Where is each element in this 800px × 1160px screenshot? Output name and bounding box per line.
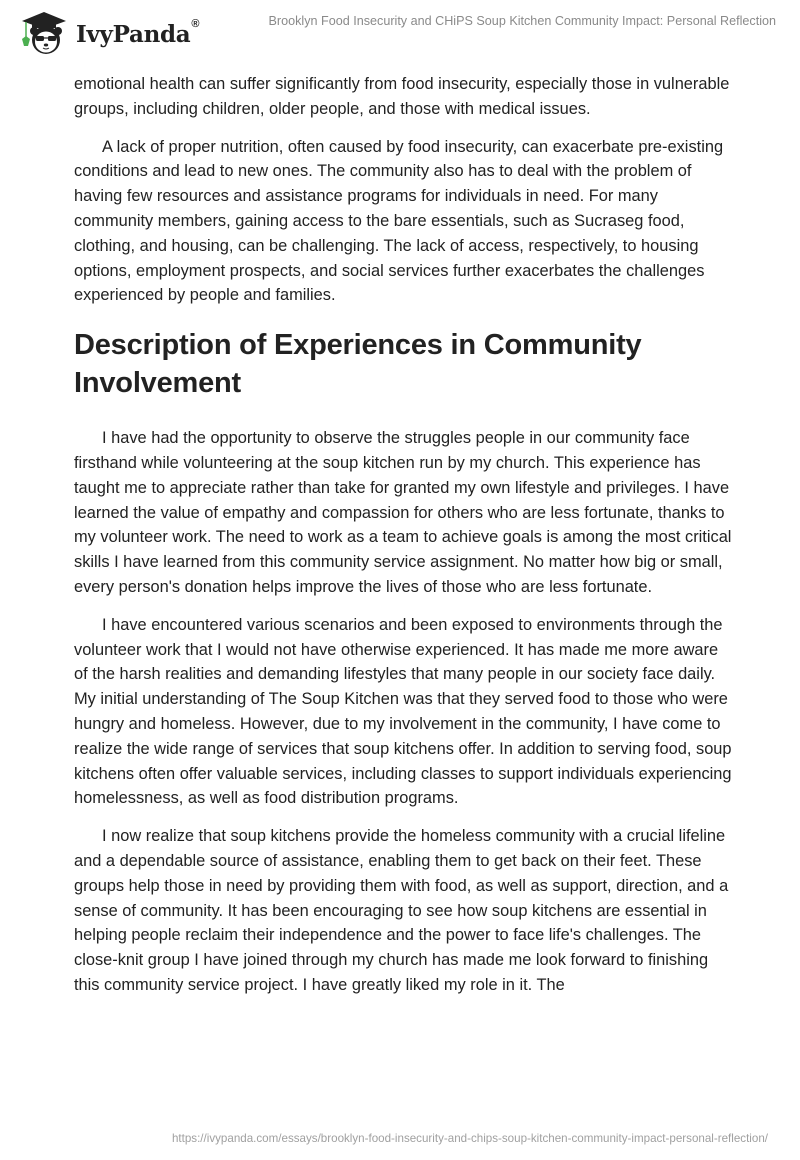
essay-body (74, 72, 734, 1011)
paragraph: emotional health can suffer significantly from food insecurity, especially those in vulnerable groups, including children, older people, and those with medical issues. (74, 75, 730, 118)
section-heading: Description of Experiences in Community Involvement (74, 329, 642, 400)
logo-wordmark: IvyPanda® (76, 17, 200, 48)
paragraph: I now realize that soup kitchens provide the homeless community with a crucial lifeline and a dependable source of assistance, enabling them to get back on their feet. These groups help those in need by providing them with food, as well as support, direction, and a sense of community. It has been encouraging to see how soup kitchens are essential in helping people reclaim their independence and the power to face life's challenges. The close-knit group I have joined through my church has made me look forward to finishing this community service project. I have greatly liked my role in it. The (74, 827, 729, 994)
paragraph: A lack of proper nutrition, often caused by food insecurity, can exacerbate pre-existing conditions and lead to new ones. The community also has to deal with the problem of having few resources and assistance programs for individuals in need. For many community members, gaining access to the bare essentials, such as Sucraseg food, clothing, and housing, can be challenging. The lack of access, respectively, to housing options, employment prospects, and social services further exacerbates the challenges experienced by people and families. (74, 137, 724, 305)
paragraph: I have had the opportunity to observe the struggles people in our community face firsthand while volunteering at the soup kitchen run by my church. This experience has taught me to appreciate rather than take for granted my own lifestyle and privileges. I have learned the value of empathy and compassion for others who are less fortunate, thanks to my volunteer work. The need to work as a team to achieve goals is among the most critical skills I have learned from this community service assignment. No matter how big or small, every person's donation helps improve the lives of those who are less fortunate. (74, 429, 732, 596)
source-url[interactable]: https://ivypanda.com/essays/brooklyn-food-insecurity-and-chips-soup-kitchen-community-impact-personal-reflection/ (171, 1132, 768, 1145)
page-header (0, 0, 800, 60)
paragraph: I have encountered various scenarios and been exposed to environments through the volunteer work that I would not have otherwise experienced. It has made me more aware of the harsh realities and demanding lifestyles that many people in our society face daily. My initial understanding of The Soup Kitchen was that they served food to those who were hungry and homeless. However, due to my involvement in the community, I have come to realize the wide range of services that soup kitchens offer. In addition to serving food, soup kitchens often offer valuable services, including classes to support individuals experiencing homelessness, as well as food distribution programs. (74, 615, 732, 808)
panda-graduate-icon (18, 9, 70, 57)
document-title: Brooklyn Food Insecurity and CHiPS Soup Kitchen Community Impact: Personal Reflection (268, 14, 776, 28)
ivypanda-logo[interactable] (18, 8, 199, 58)
